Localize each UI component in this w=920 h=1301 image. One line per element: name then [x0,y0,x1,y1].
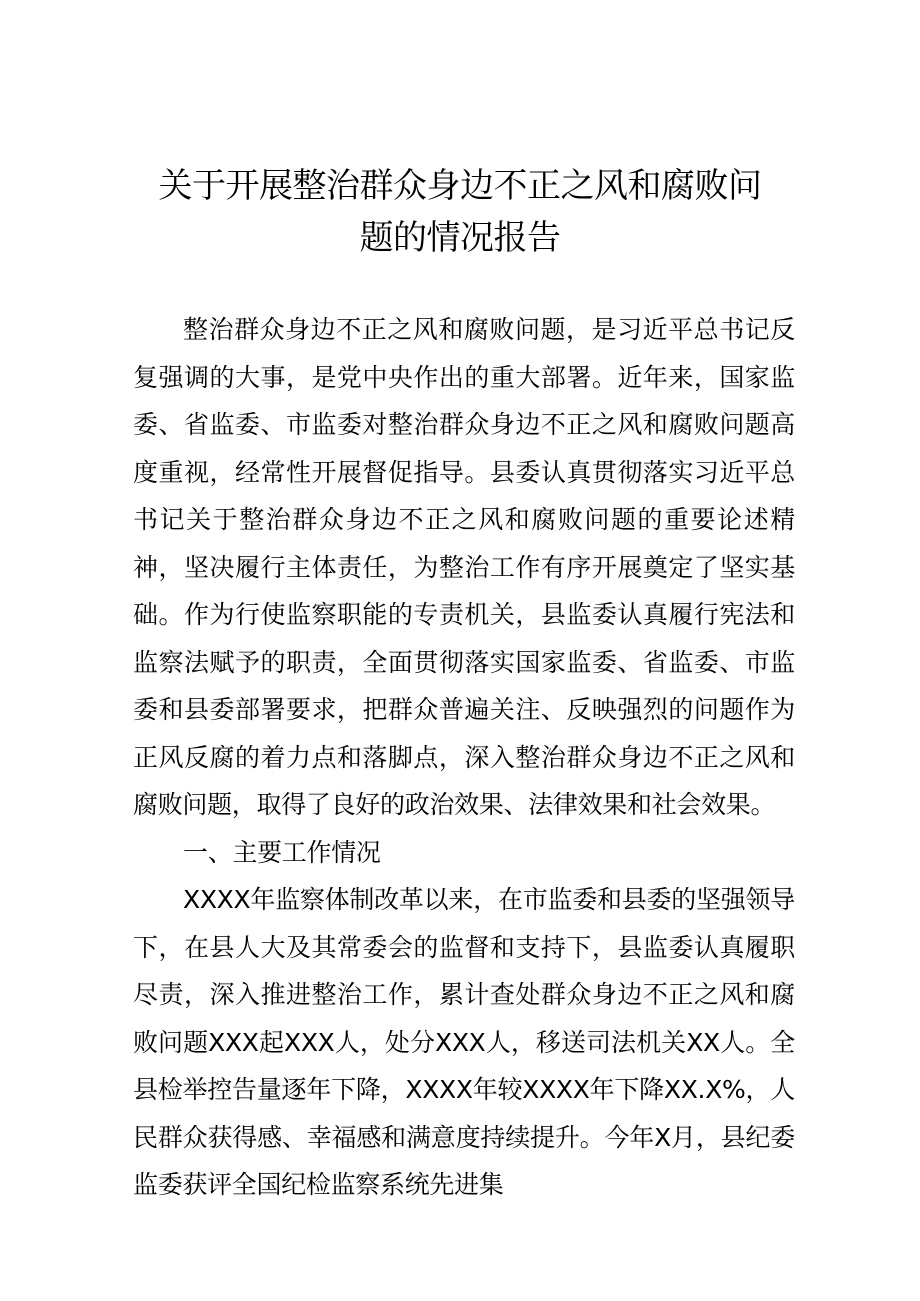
paragraph-work-status: XXXX年监察体制改革以来，在市监委和县委的坚强领导下，在县人大及其常委会的监督和支持下，县监委认真履职尽责，深入推进整治工作，累计查处群众身边不正之风和腐败问题XXX起XXX人，处分XXX人，移送司法机关XX人。全县检举控告量逐年下降，XXXX年较XXXX年下降XX.X%，人民群众获得感、幸福感和满意度持续提升。今年X月，县纪委监委获评全国纪检监察系统先进集 [133,885,795,1199]
paragraph-intro: 整治群众身边不正之风和腐败问题，是习近平总书记反复强调的大事，是党中央作出的重大部署。近年来，国家监委、省监委、市监委对整治群众身边不正之风和腐败问题高度重视，经常性开展督促指导。县委认真贯彻落实习近平总书记关于整治群众身边不正之风和腐败问题的重要论述精神，坚决履行主体责任，为整治工作有序开展奠定了坚实基础。作为行使监察职能的专责机关，县监委认真履行宪法和监察法赋予的职责，全面贯彻落实国家监委、省监委、市监委和县委部署要求，把群众普遍关注、反映强烈的问题作为正风反腐的着力点和落脚点，深入整治群众身边不正之风和腐败问题，取得了良好的政治效果、法律效果和社会效果。 [133,315,795,819]
section-heading: 一、主要工作情况 [183,837,381,867]
document-title [100,160,820,264]
title-line-1: 关于开展整治群众身边不正之风和腐败问 [158,166,762,206]
document-body [133,306,795,1209]
title-line-2: 题的情况报告 [359,218,561,258]
